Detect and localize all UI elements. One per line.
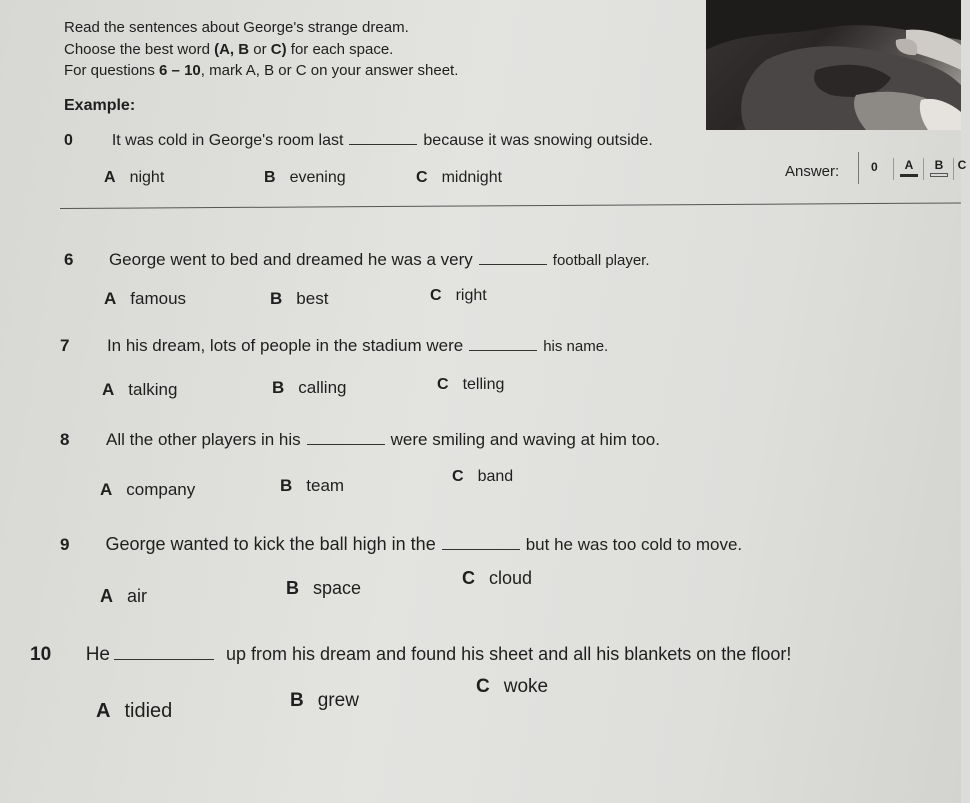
option-letter: C	[462, 568, 475, 588]
example-sentence	[64, 132, 653, 150]
question-number: 10	[30, 644, 52, 665]
answer-mark-empty	[930, 173, 948, 177]
option-letter: A	[96, 700, 111, 722]
question-7-option-c[interactable]	[437, 376, 504, 394]
question-text-after: football player.	[552, 252, 650, 269]
question-9-option-b[interactable]	[286, 578, 361, 599]
answer-blank[interactable]	[479, 263, 547, 265]
instruction-bold: (A, B	[214, 41, 250, 58]
question-10-option-c[interactable]	[476, 676, 548, 698]
answer-cell-b[interactable]	[923, 158, 954, 180]
question-8-option-c[interactable]	[452, 468, 513, 486]
option-text: tidied	[124, 700, 173, 722]
question-6	[64, 250, 650, 270]
answer-blank[interactable]	[469, 349, 537, 351]
example-text-before: It was cold in George's room last	[111, 132, 344, 149]
example-option-b	[264, 169, 346, 187]
example-number: 0	[64, 132, 73, 149]
option-text: talking	[128, 380, 178, 399]
instruction-bold: C)	[270, 41, 287, 58]
option-text: best	[296, 289, 329, 308]
question-number: 7	[60, 336, 70, 355]
question-text-before: He	[85, 644, 110, 665]
instruction-line-1: Read the sentences about George's strange dream.	[64, 19, 409, 36]
option-text: company	[126, 480, 196, 499]
answer-cell-a[interactable]	[893, 158, 924, 180]
option-letter: B	[270, 289, 283, 308]
answer-cell-letter: B	[934, 158, 944, 172]
section-divider	[60, 202, 961, 209]
option-text: cloud	[489, 568, 533, 588]
question-9-option-a[interactable]	[100, 586, 147, 607]
option-letter: A	[104, 289, 117, 308]
option-text: team	[306, 476, 345, 495]
instruction-text: Choose the best word	[64, 41, 215, 58]
instruction-bold: 6 – 10	[159, 62, 201, 79]
instruction-text: For questions	[64, 62, 160, 79]
question-8-option-a[interactable]	[100, 480, 195, 500]
question-6-option-b[interactable]	[270, 289, 328, 309]
question-text-before: In his dream, lots of people in the stadium were	[106, 336, 464, 355]
example-heading: Example:	[64, 97, 136, 114]
option-text: right	[455, 287, 487, 304]
option-letter: B	[264, 169, 276, 186]
answer-cell-letter: C	[957, 158, 967, 172]
option-text: telling	[462, 376, 505, 393]
option-text: band	[477, 468, 514, 485]
question-10	[30, 644, 791, 666]
option-letter: C	[452, 468, 464, 485]
question-text-before: George went to bed and dreamed he was a very	[108, 250, 473, 269]
question-number: 9	[60, 535, 70, 554]
question-7	[60, 336, 608, 356]
option-letter: B	[272, 378, 285, 397]
instruction-text: for each space.	[286, 41, 394, 58]
example-option-c	[416, 169, 502, 187]
answer-blank[interactable]	[114, 658, 214, 660]
option-text: famous	[130, 289, 187, 308]
question-9-option-c[interactable]	[462, 568, 532, 589]
option-letter: B	[280, 476, 293, 495]
question-10-option-b[interactable]	[290, 690, 359, 712]
answer-mark-filled	[900, 174, 918, 177]
question-8	[60, 430, 660, 450]
answer-blank[interactable]	[442, 548, 520, 550]
question-number: 6	[64, 250, 74, 269]
option-text: space	[313, 578, 362, 598]
option-letter: A	[100, 586, 113, 606]
instruction-text: or	[249, 41, 271, 58]
option-text: woke	[503, 676, 549, 697]
option-letter: C	[416, 169, 428, 186]
option-text: night	[129, 169, 165, 186]
example-blank	[349, 143, 417, 145]
question-7-option-b[interactable]	[272, 378, 346, 398]
example-option-a	[104, 169, 164, 187]
option-text: midnight	[441, 169, 503, 186]
question-number: 8	[60, 430, 70, 449]
answer-grid-number: 0	[871, 160, 878, 174]
option-letter: A	[100, 480, 113, 499]
question-text-after: his name.	[543, 338, 609, 355]
question-7-option-a[interactable]	[102, 380, 177, 400]
option-text: calling	[298, 378, 347, 397]
question-6-option-c[interactable]	[430, 287, 487, 305]
instruction-line-2	[64, 40, 393, 60]
option-letter: C	[430, 287, 442, 304]
instruction-text: , mark A, B or C on your answer sheet.	[200, 62, 459, 79]
answer-grid	[858, 152, 969, 184]
option-letter: B	[286, 578, 299, 598]
option-text: grew	[317, 690, 359, 711]
option-letter: A	[102, 380, 115, 399]
question-6-option-a[interactable]	[104, 289, 186, 309]
question-8-option-b[interactable]	[280, 476, 344, 496]
answer-cell-letter: A	[904, 158, 914, 172]
option-letter: C	[476, 676, 490, 697]
question-text-after: but he was too cold to move.	[525, 535, 743, 554]
option-text: evening	[289, 169, 346, 186]
answer-label: Answer:	[785, 163, 840, 180]
question-text-before: All the other players in his	[106, 430, 301, 449]
sleeping-boy-photo	[706, 0, 961, 130]
option-text: air	[127, 586, 148, 606]
example-text-after: because it was snowing outside.	[423, 132, 653, 149]
option-letter: A	[104, 169, 116, 186]
answer-blank[interactable]	[307, 443, 385, 445]
answer-cell-c[interactable]	[953, 158, 970, 180]
option-letter: C	[437, 376, 449, 393]
instruction-line-3	[64, 61, 458, 81]
question-text-after: up from his dream and found his sheet and all his blankets on the floor!	[226, 644, 792, 664]
question-10-option-a[interactable]	[96, 700, 172, 723]
question-text-before: George wanted to kick the ball high in the	[105, 534, 436, 554]
question-9	[60, 534, 742, 555]
option-letter: B	[290, 690, 304, 711]
question-text-after: were smiling and waving at him too.	[390, 430, 660, 449]
